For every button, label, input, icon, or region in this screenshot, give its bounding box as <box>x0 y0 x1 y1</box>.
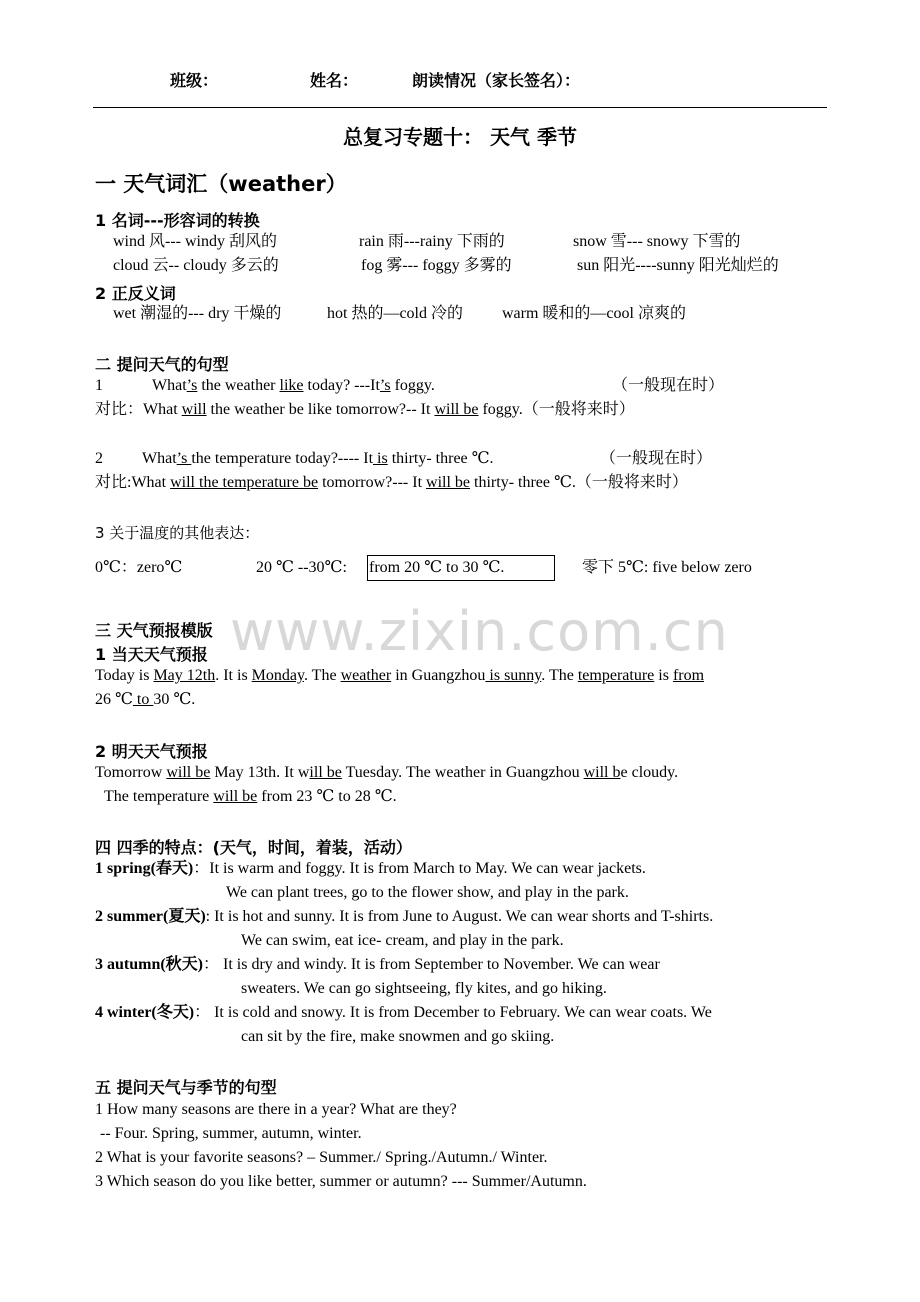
winter-line2: can sit by the fire, make snowmen and go skiing. <box>241 1028 555 1045</box>
qa-line: 3 Which season do you like better, summer or autumn? --- Summer/Autumn. <box>95 1173 587 1190</box>
temp-expression: 20 ℃ --30℃: <box>256 559 347 576</box>
vocab-item: sun 阳光----sunny 阳光灿烂的 <box>577 257 779 274</box>
today-forecast-line2: 26 ℃ to 30 ℃. <box>95 691 196 708</box>
qa-line: -- Four. Spring, summer, autumn, winter. <box>100 1125 362 1142</box>
winter-line1: 4 winter(冬天)： It is cold and snowy. It is from December to February. We can wear coats. We <box>95 1004 712 1021</box>
tense-note: （一般现在时） <box>612 377 725 394</box>
section1-sub1: 1 名词---形容词的转换 <box>95 211 260 230</box>
spring-line2: We can plant trees, go to the flower show, and play in the park. <box>226 884 629 901</box>
autumn-line2: sweaters. We can go sightseeing, fly kites, and go hiking. <box>241 980 607 997</box>
compare1: 对比：What will the weather be like tomorrow?-- It will be foggy.（一般将来时） <box>95 401 635 418</box>
vocab-item: snow 雪--- snowy 下雪的 <box>573 233 741 250</box>
temp-expression: 0℃：zero℃ <box>95 559 183 576</box>
qa-line: 1 How many seasons are there in a year? What are they? <box>95 1101 457 1118</box>
question2: What’s the temperature today?---- It is thirty- three ℃. <box>142 450 494 467</box>
section2-heading: 二 提问天气的句型 <box>95 355 229 374</box>
section2-sub3: 3 关于温度的其他表达： <box>95 524 260 542</box>
vocab-item: wind 风--- windy 刮风的 <box>113 233 277 250</box>
section3-heading: 三 天气预报模版 <box>95 621 213 640</box>
class-label: 班级： <box>170 71 219 90</box>
tomorrow-forecast-line2: The temperature will be from 23 ℃ to 28 ℃. <box>104 788 397 805</box>
section1-heading: 一 天气词汇（weather） <box>95 172 347 196</box>
antonym-item: hot 热的—cold 冷的 <box>327 305 463 322</box>
question1: What’s the weather like today? ---It’s foggy. <box>152 377 435 394</box>
antonym-item: warm 暖和的—cool 凉爽的 <box>502 305 686 322</box>
question1-number: 1 <box>95 377 103 394</box>
vocab-item: fog 雾--- foggy 多雾的 <box>361 257 512 274</box>
tense-note: （一般现在时） <box>600 450 713 467</box>
compare2: 对比:What will the temperature be tomorrow?--- It will be thirty- three ℃.（一般将来时） <box>95 474 688 491</box>
temp-expression-boxed: from 20 ℃ to 30 ℃. <box>369 559 505 576</box>
qa-line: 2 What is your favorite seasons? – Summer./ Spring./Autumn./ Winter. <box>95 1149 548 1166</box>
antonym-item: wet 潮湿的--- dry 干燥的 <box>113 305 282 322</box>
section5-heading: 五 提问天气与季节的句型 <box>95 1078 277 1097</box>
question2-number: 2 <box>95 450 103 467</box>
name-label: 姓名： <box>310 71 359 90</box>
section3-sub2: 2 明天天气预报 <box>95 742 208 761</box>
section4-heading: 四 四季的特点：(天气，时间，着装，活动） <box>95 838 412 857</box>
today-forecast-line1: Today is May 12th. It is Monday. The weather in Guangzhou is sunny. The temperature is from <box>95 667 705 684</box>
summer-line2: We can swim, eat ice- cream, and play in the park. <box>241 932 564 949</box>
reading-label: 朗读情况（家长签名）： <box>412 71 581 90</box>
vocab-item: rain 雨---rainy 下雨的 <box>359 233 505 250</box>
tomorrow-forecast-line1: Tomorrow will be May 13th. It will be Tuesday. The weather in Guangzhou will be cloudy. <box>95 764 679 781</box>
page-title: 总复习专题十： 天气 季节 <box>343 125 577 149</box>
spring-line1: 1 spring(春天)：It is warm and foggy. It is from March to May. We can wear jackets. <box>95 860 646 877</box>
autumn-line1: 3 autumn(秋天)： It is dry and windy. It is from September to November. We can wear <box>95 956 660 973</box>
watermark: www.zixin.com.cn <box>230 600 729 663</box>
temp-expression: 零下 5℃: five below zero <box>582 559 752 576</box>
summer-line1: 2 summer(夏天): It is hot and sunny. It is from June to August. We can wear shorts and T-shirts. <box>95 908 714 925</box>
section1-sub2: 2 正反义词 <box>95 284 176 303</box>
vocab-item: cloud 云-- cloudy 多云的 <box>113 257 279 274</box>
header-divider <box>93 107 827 108</box>
section3-sub1: 1 当天天气预报 <box>95 645 208 664</box>
